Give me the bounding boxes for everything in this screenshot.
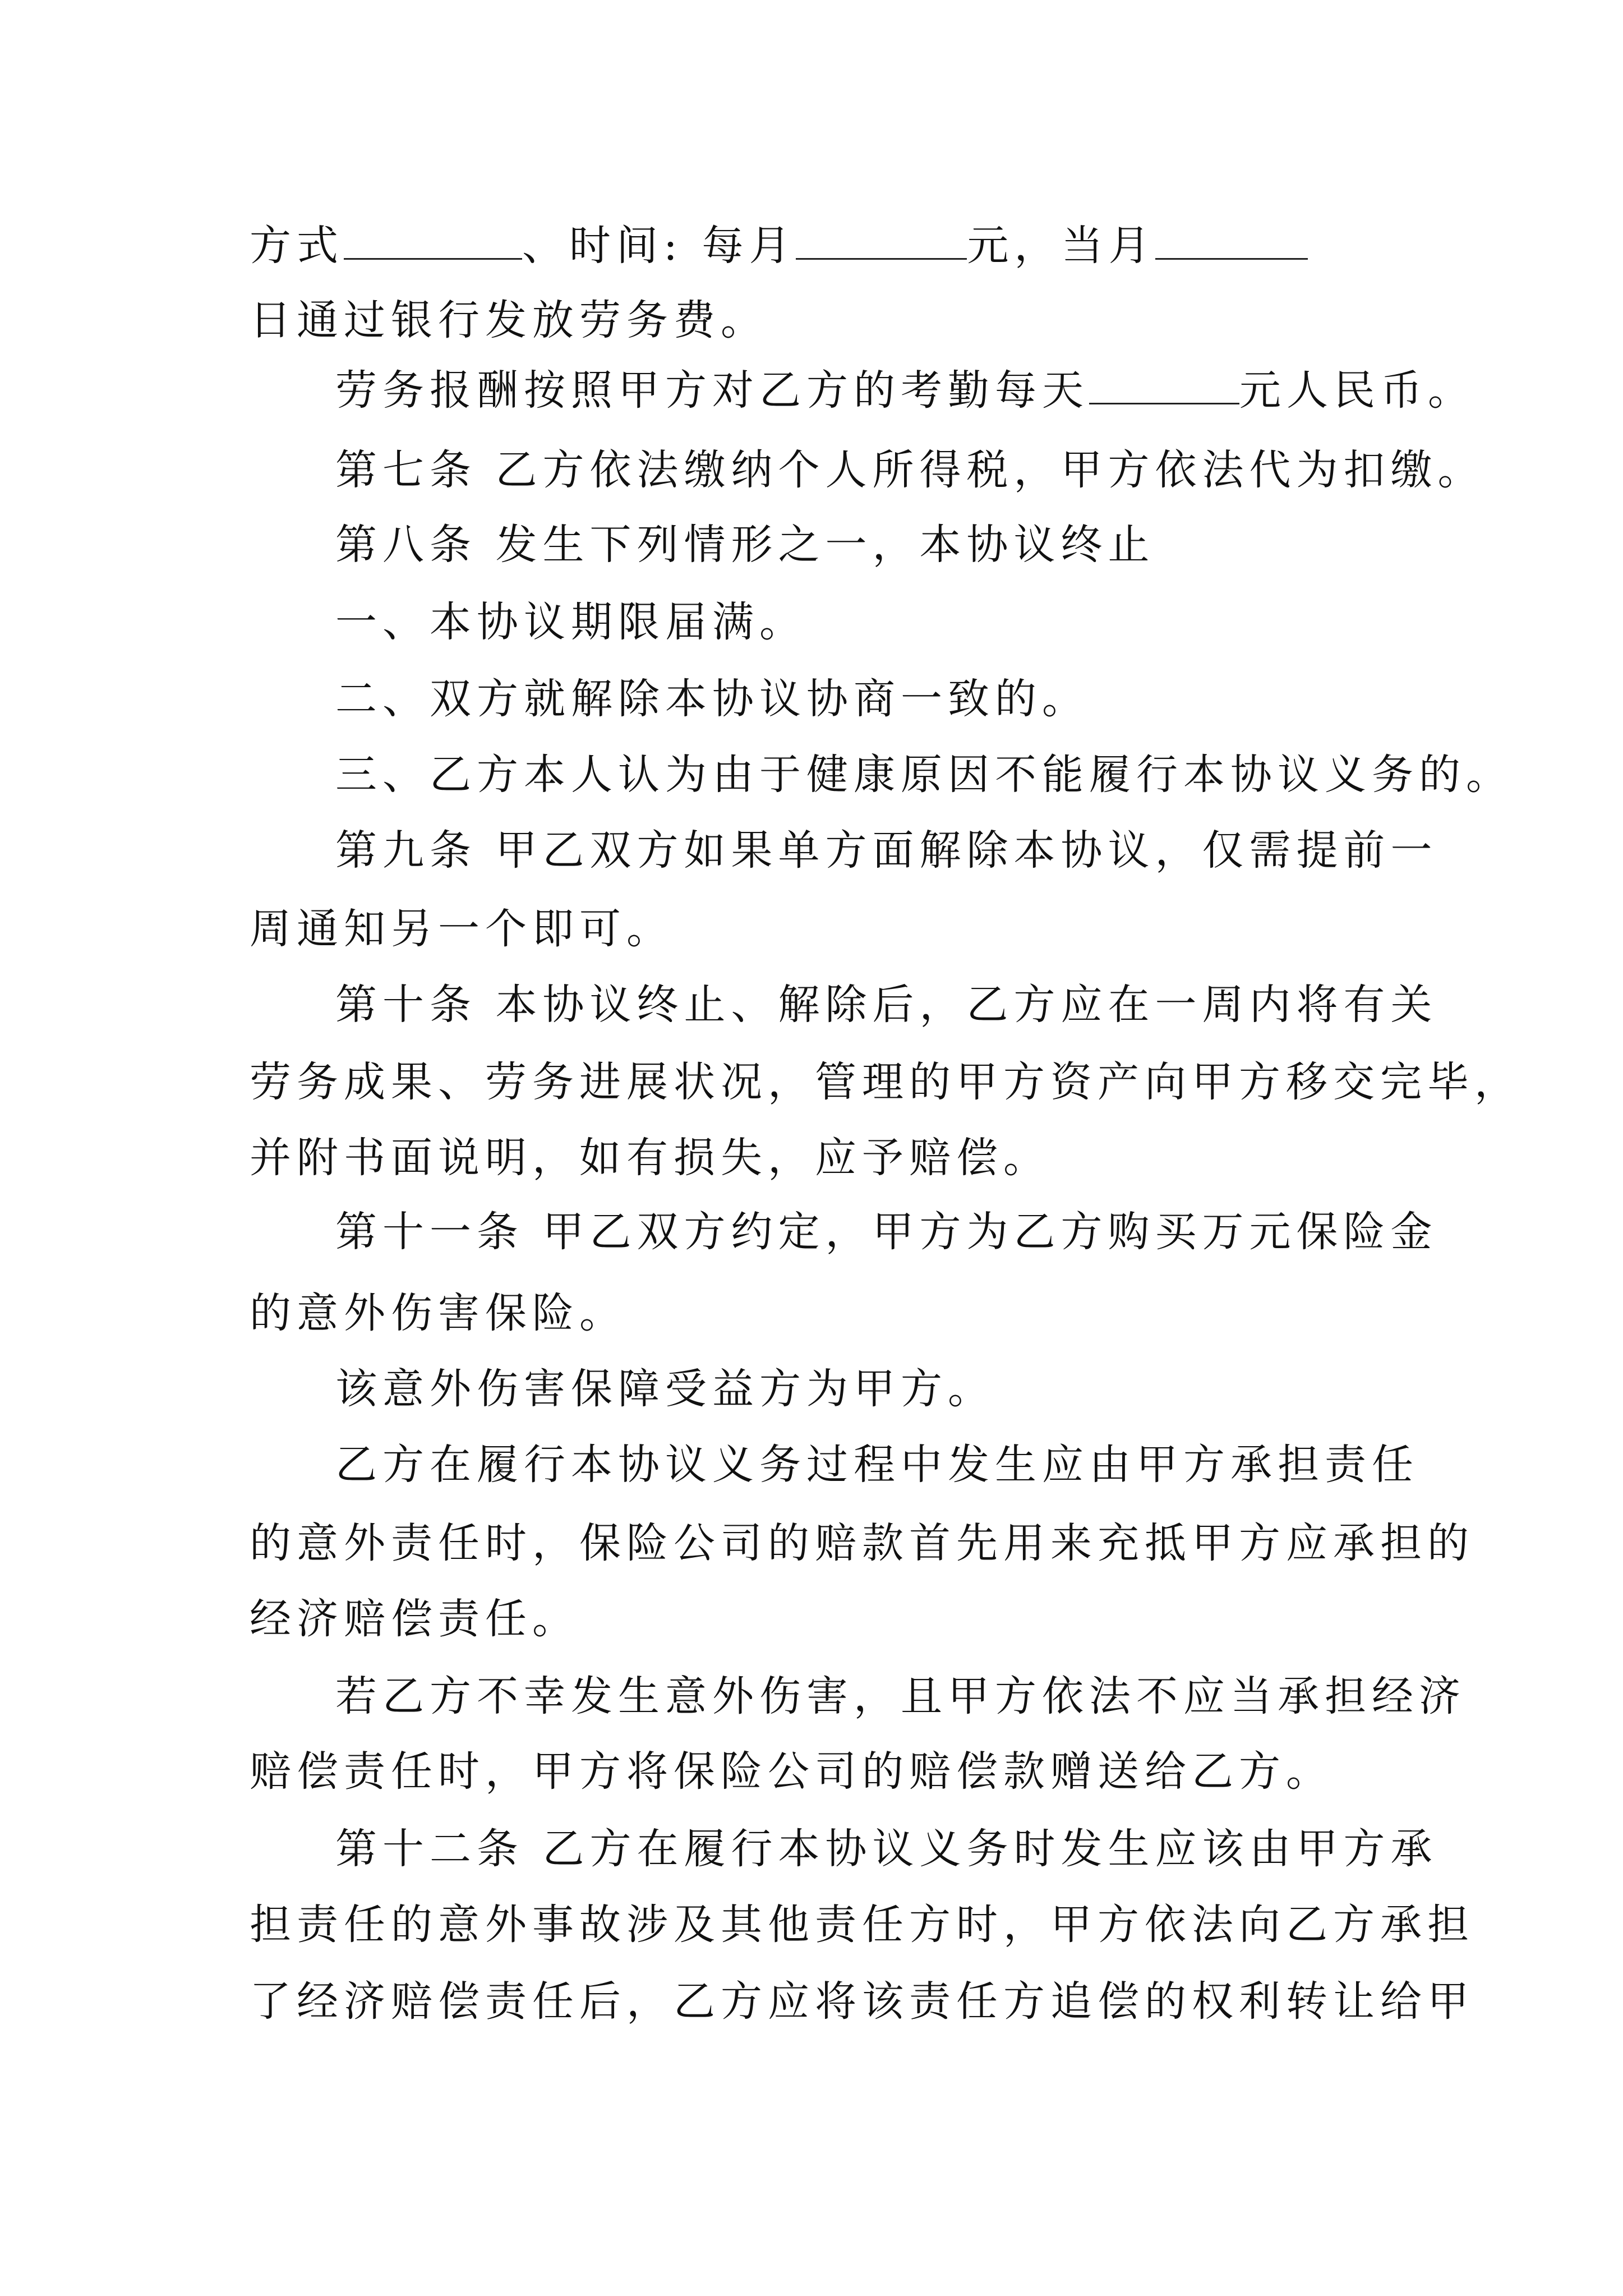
pay-day-blank[interactable] — [1155, 223, 1308, 260]
text-line: 该意外伤害保障受益方为甲方。 — [335, 1365, 995, 1413]
text-line: 了经济赔偿责任后，乙方应将该责任方追偿的权利转让给甲 — [250, 1977, 1474, 2026]
text-line — [335, 365, 1475, 416]
clause-12: 第十二条 乙方在履行本协议义务时发生应该由甲方承 — [335, 1825, 1438, 1873]
text-line: 赔偿责任时，甲方将保险公司的赔偿款赠送给乙方。 — [250, 1747, 1333, 1796]
clause-9: 第九条 甲乙双方如果单方面解除本协议，仅需提前一 — [335, 826, 1438, 875]
text-line — [250, 220, 1308, 272]
text-segment: 劳务报酬按照甲方对乙方的考勤每天 — [335, 366, 1089, 415]
monthly-amount-blank[interactable] — [796, 223, 967, 260]
text-line: 劳务成果、劳务进展状况，管理的甲方资产向甲方移交完毕， — [250, 1058, 1521, 1106]
text-line: 周通知另一个即可。 — [250, 905, 674, 953]
text-segment: 、时间: 每月 — [522, 222, 796, 270]
text-line: 的意外责任时，保险公司的赔款首先用来充抵甲方应承担的 — [250, 1519, 1474, 1567]
payment-method-blank[interactable] — [344, 223, 522, 260]
clause-8: 第八条 发生下列情形之一，本协议终止 — [335, 521, 1155, 569]
text-line: 经济赔偿责任。 — [250, 1595, 579, 1643]
text-segment: 元，当月 — [967, 222, 1156, 270]
clause-8-item-1: 一、本协议期限届满。 — [335, 598, 806, 646]
clause-8-item-3: 三、乙方本人认为由于健康原因不能履行本协议义务的。 — [335, 751, 1513, 799]
clause-10: 第十条 本协议终止、解除后，乙方应在一周内将有关 — [335, 981, 1438, 1029]
text-line: 日通过银行发放劳务费。 — [250, 296, 768, 344]
text-line: 若乙方不幸发生意外伤害，且甲方依法不应当承担经济 — [335, 1672, 1466, 1720]
daily-rate-blank[interactable] — [1089, 368, 1239, 404]
text-segment: 方式 — [250, 222, 344, 270]
clause-7: 第七条 乙方依法缴纳个人所得税，甲方依法代为扣缴。 — [335, 446, 1485, 494]
clause-11: 第十一条 甲乙双方约定，甲方为乙方购买万元保险金 — [335, 1208, 1438, 1256]
text-line: 的意外伤害保险。 — [250, 1289, 626, 1337]
text-line: 乙方在履行本协议义务过程中发生应由甲方承担责任 — [335, 1441, 1419, 1489]
text-line: 并附书面说明，如有损失，应予赔偿。 — [250, 1134, 1050, 1182]
text-line: 担责任的意外事故涉及其他责任方时，甲方依法向乙方承担 — [250, 1901, 1474, 1949]
clause-8-item-2: 二、双方就解除本协议协商一致的。 — [335, 675, 1089, 723]
text-segment: 元人民币。 — [1239, 366, 1475, 415]
